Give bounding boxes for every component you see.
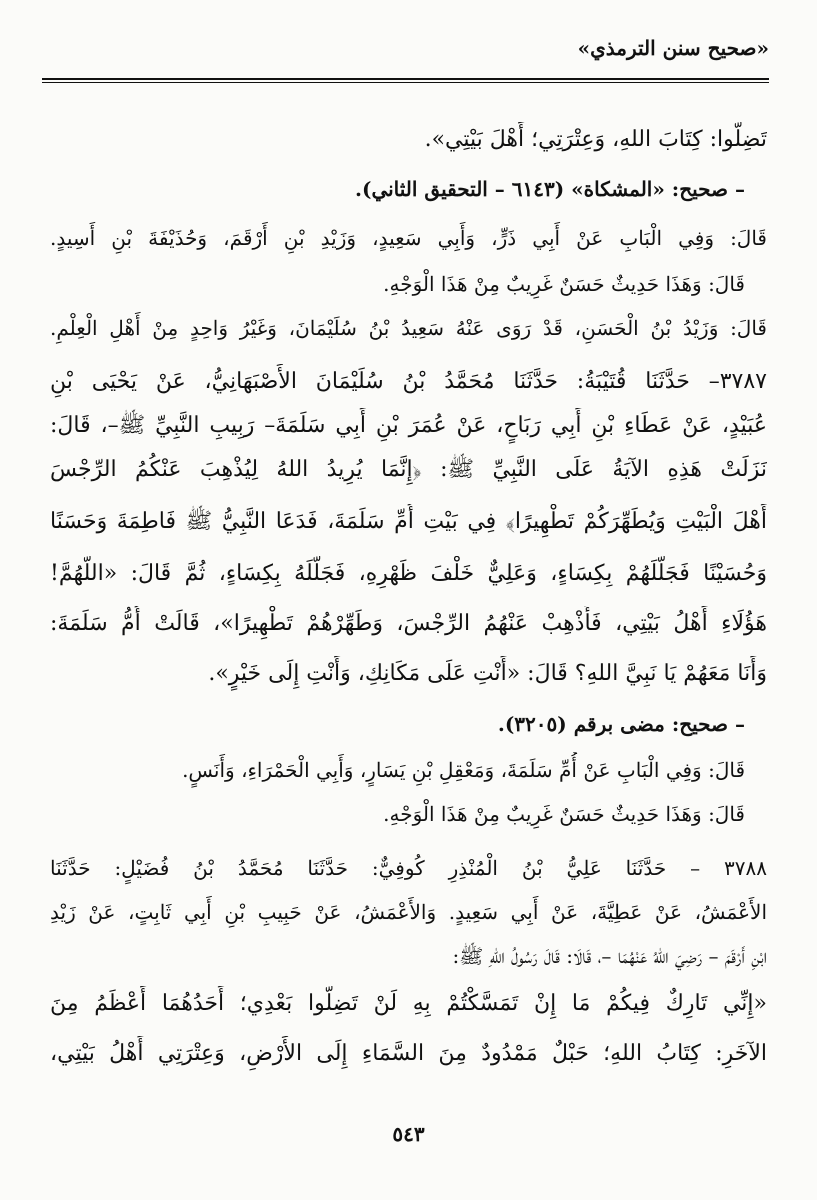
header-rule-thin [42,82,769,83]
page-number: ٥٤٣ [392,1122,425,1146]
hadith-3788-line-2: الأَعْمَشُ، عَنْ عَطِيَّةَ، عَنْ أَبِي سَعِيدٍ. وَالأَعْمَشُ، عَنْ حَبِيبِ بْنِ أَبِي ثَابِتٍ، عَنْ زَيْدِ [50,900,767,924]
hadith-3788-line-5: الآخَرِ: كِتَابُ اللهِ؛ حَبْلٌ مَمْدُودٌ مِنَ السَّمَاءِ إِلَى الأَرْضِ، وَعِتْرَتِي أَهْلُ بَيْتِي، [50,1041,767,1066]
hadith-3787-line-1: ٣٧٨٧– حَدَّثَنَا قُتَيْبَةُ: حَدَّثَنَا مُحَمَّدُ بْنُ سُلَيْمَانَ الأَصْبَهَانِيُّ، عَنْ يَحْيَى بْنِ [50,369,767,394]
hadith-3788-line-3: ابْنِ أَرْقَمَ – رَضِيَ اللهُ عَنْهُمَا –، قَالَا: قَالَ رَسُولُ اللهِ ﷺ: [452,944,767,968]
grade-line-1: – صحيح: «المشكاة» (٦١٤٣ – التحقيق الثاني). [355,177,745,201]
text-line-3: قَالَ: وَفِي الْبَابِ عَنْ أَبِي ذَرٍّ، وَأَبِي سَعِيدٍ، وَزَيْدِ بْنِ أَرْقَمَ، وَحُذَيْفَةَ بْنِ أَسِيدٍ. [50,226,767,250]
text-line-15: قَالَ: وَهَذَا حَدِيثٌ حَسَنٌ غَرِيبٌ مِنْ هَذَا الْوَجْهِ. [383,802,745,826]
hadith-3787-line-5: وَحُسَيْنًا فَجَلَّلَهُمْ بِكِسَاءٍ، وَعَلِيٌّ خَلْفَ ظَهْرِهِ، فَجَلَّلَهُ بِكِسَاءٍ، ثُمَّ قَالَ: «اللَّهُمَّ! [50,561,767,586]
running-header-title: «صحيح سنن الترمذي» [577,36,769,60]
hadith-3788-line-4: «إِنِّي تَارِكٌ فِيكُمْ مَا إِنْ تَمَسَّكْتُمْ بِهِ لَنْ تَضِلُّوا بَعْدِي؛ أَحَدُهُمَا أَعْظَمُ مِنَ [50,991,767,1016]
header-rule-thick [42,78,769,80]
hadith-3787-line-4: أَهْلَ الْبَيْتِ وَيُطَهِّرَكُمْ تَطْهِيرًا﴾ فِي بَيْتِ أُمِّ سَلَمَةَ، فَدَعَا النَّبِيُّ ﷺ فَاطِمَةَ وَحَسَنًا [50,509,767,534]
hadith-3787-line-7: وَأَنَا مَعَهُمْ يَا نَبِيَّ اللهِ؟ قَالَ: «أَنْتِ عَلَى مَكَانِكِ، وَأَنْتِ إِلَى خَيْرٍ». [208,661,767,686]
text-line-5: قَالَ: وَزَيْدُ بْنُ الْحَسَنِ، قَدْ رَوَى عَنْهُ سَعِيدُ بْنُ سُلَيْمَانَ، وَغَيْرُ وَاحِدٍ مِنْ أَهْلِ الْعِلْمِ. [50,316,767,340]
text-line-4: قَالَ: وَهَذَا حَدِيثٌ حَسَنٌ غَرِيبٌ مِنْ هَذَا الْوَجْهِ. [383,272,745,296]
hadith-3787-line-2: عُبَيْدٍ، عَنْ عَطَاءِ بْنِ أَبِي رَبَاحٍ، عَنْ عُمَرَ بْنِ أَبِي سَلَمَةَ– رَبِيبِ النَّبِيِّ ﷺ–، قَالَ: [50,413,767,438]
hadith-3788-line-1: ٣٧٨٨ – حَدَّثَنَا عَلِيُّ بْنُ الْمُنْذِرِ كُوفِيٌّ: حَدَّثَنَا مُحَمَّدُ بْنُ فُضَيْلٍ: حَدَّثَنَا [50,856,767,880]
grade-line-2: – صحيح: مضى برقم (٣٢٠٥). [497,712,745,736]
hadith-3787-line-6: هَؤُلَاءِ أَهْلُ بَيْتِي، فَأَذْهِبْ عَنْهُمُ الرِّجْسَ، وَطَهِّرْهُمْ تَطْهِيرًا»، قَالَتْ أُمُّ سَلَمَةَ: [50,611,767,636]
text-line-14: قَالَ: وَفِي الْبَابِ عَنْ أُمِّ سَلَمَةَ، وَمَعْقِلِ بْنِ يَسَارٍ، وَأَبِي الْحَمْرَاءِ، وَأَنَسٍ. [182,758,745,782]
text-line-1: تَضِلُّوا: كِتَابَ اللهِ، وَعِتْرَتِي؛ أَهْلَ بَيْتِي». [424,127,767,152]
hadith-3787-line-3: نَزَلَتْ هَذِهِ الآيَةُ عَلَى النَّبِيِّ ﷺ: ﴿إِنَّمَا يُرِيدُ اللهُ لِيُذْهِبَ عَنْكُمُ الرِّجْسَ [50,457,767,482]
